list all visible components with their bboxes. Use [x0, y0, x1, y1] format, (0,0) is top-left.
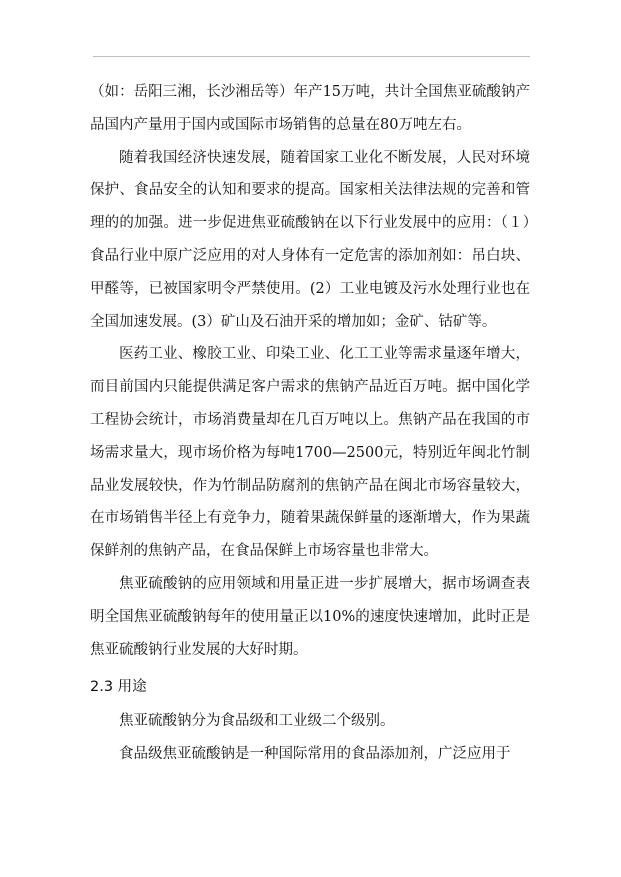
header-rule	[93, 56, 530, 57]
section-heading-uses: 2.3 用途	[90, 679, 147, 696]
document-body	[90, 76, 530, 771]
paragraph-growth-outlook: 焦亚硫酸钠的应用领域和用量正进一步扩展增大，据市场调查表明全国焦亚硫酸钠每年的使用量正以10%的速度快速增加，此时正是焦亚硫酸钠行业发展的大好时期。	[90, 575, 530, 658]
paragraph-development-drivers: 随着我国经济快速发展，随着国家工业化不断发展，人民对环境保护、食品安全的认知和要求的提高。国家相关法律法规的完善和管理的的加强。进一步促进焦亚硫酸钠在以下行业发展中的应用：（１）食品行业中原广泛应用的对人身体有一定危害的添加剂如：吊白块、甲醛等，已被国家明令严禁使用。(2）工业电镀及污水处理行业也在全国加速发展。(3）矿山及石油开采的增加如；金矿、钴矿等。	[90, 149, 530, 330]
paragraph-food-grade: 食品级焦亚硫酸钠是一种国际常用的食品添加剂，广泛应用于	[119, 746, 511, 763]
paragraph-production-summary: （如：岳阳三湘，长沙湘岳等）年产15万吨，共计全国焦亚硫酸钠产品国内产量用于国内或国际市场销售的总量在80万吨左右。	[90, 84, 530, 133]
paragraph-market-demand: 医药工业、橡胶工业、印染工业、化工工业等需求量逐年增大，而目前国内只能提供满足客户需求的焦钠产品近百万吨。据中国化学工程协会统计，市场消费量却在几百万吨以上。焦钠产品在我国的市场需求量大，现市场价格为每吨1700—2500元，特别近年闽北竹制品业发展较快，作为竹制品防腐剂的焦钠产品在闽北市场容量较大，在市场销售半径上有竞争力，随着果蔬保鲜量的逐渐增大，作为果蔬保鲜剂的焦钠产品，在食品保鲜上市场容量也非常大。	[90, 346, 530, 560]
paragraph-grades: 焦亚硫酸钠分为食品级和工业级二个级别。	[119, 713, 395, 730]
